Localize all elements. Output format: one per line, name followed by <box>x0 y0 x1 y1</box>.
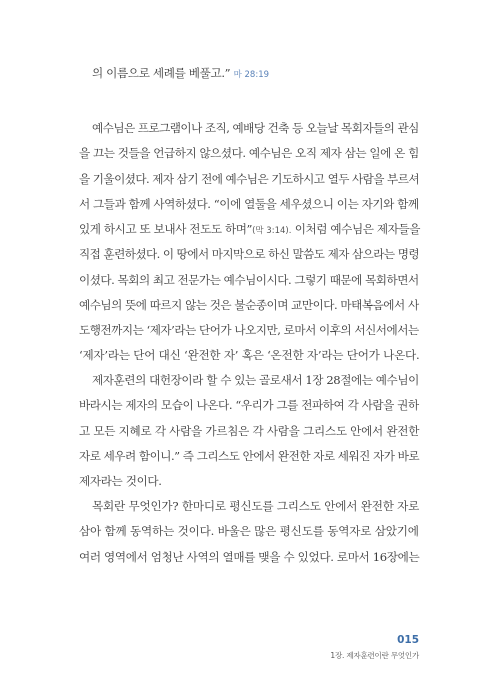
paragraph-2-line-4: 자로 세우려 함이니.” 즉 그리스도 안에서 완전한 자로 세워진 자가 바로 <box>79 449 420 463</box>
chapter-running-title: 1장. 제자훈련이란 무엇인가 <box>330 651 419 660</box>
paragraph-2-line-2: 바라시는 제자의 모습이 나온다. “우리가 그를 전파하여 각 사람을 권하 <box>79 398 419 412</box>
paragraph-3-line-1: 목회란 무엇인가? 한마디로 평신도를 그리스도 안에서 완전한 자로 <box>92 499 420 513</box>
paragraph-1-line-8: 예수님의 뜻에 따르지 않는 것은 불순종이며 교만이다. 마태복음에서 사 <box>79 298 419 312</box>
paragraph-1-line-4: 서 그들과 함께 사역하셨다. “이에 열둘을 세우셨으니 이는 자기와 함께 <box>79 197 419 211</box>
quote-line <box>92 65 269 83</box>
paragraph-1-line-6: 직접 훈련하셨다. 이 땅에서 마지막으로 하신 말씀도 제자 삼으라는 명령 <box>79 247 419 261</box>
paragraph-3-line-2: 삼아 함께 동역하는 것이다. 바울은 많은 평신도를 동역자로 삼았기에 <box>79 524 419 538</box>
paragraph-2-line-3: 고 모든 지혜로 각 사람을 가르침은 각 사람을 그리스도 안에서 완전한 <box>79 424 420 438</box>
page-number: 015 <box>397 634 419 646</box>
paragraph-1-line-5-text: 있게 하시고 또 보내사 전도도 하며” <box>79 222 253 236</box>
paragraph-1-line-3: 을 기울이셨다. 제자 삼기 전에 예수님은 기도하시고 열두 사람을 부르셔 <box>79 172 419 186</box>
paragraph-2-line-5: 제자라는 것이다. <box>79 474 162 488</box>
paragraph-3-line-3: 여러 영역에서 엄청난 사역의 열매를 맺을 수 있었다. 로마서 16장에는 <box>79 550 420 564</box>
paragraph-1-line-10: ‘제자’라는 단어 대신 ‘완전한 자’ 혹은 ‘온전한 자’라는 단어가 나온다. <box>79 348 420 362</box>
quote-text: 의 이름으로 세례를 베풀고.” <box>92 66 231 80</box>
paragraph-1-line-9: 도행전까지는 ‘제자’라는 단어가 나오지만, 로마서 이후의 서신서에서는 <box>79 323 419 337</box>
quote-reference: 마 28:19 <box>233 70 270 80</box>
paragraph-2-line-1: 제자훈련의 대헌장이라 할 수 있는 골로새서 1장 28절에는 예수님이 <box>92 373 419 387</box>
paragraph-1-line-1: 예수님은 프로그램이나 조직, 예배당 건축 등 오늘날 목회자들의 관심 <box>92 121 419 135</box>
paragraph-1-line-2: 을 끄는 것들을 언급하지 않으셨다. 예수님은 오직 제자 삼는 일에 온 힘 <box>79 146 419 160</box>
scripture-reference: (막 3:14). <box>252 226 292 236</box>
paragraph-1-line-5-tail: 이처럼 예수님은 제자들을 <box>294 222 420 236</box>
paragraph-1-line-7: 이셨다. 목회의 최고 전문가는 예수님이시다. 그렇기 때문에 목회하면서 <box>79 273 419 287</box>
paragraph-1-line-5 <box>79 221 420 239</box>
